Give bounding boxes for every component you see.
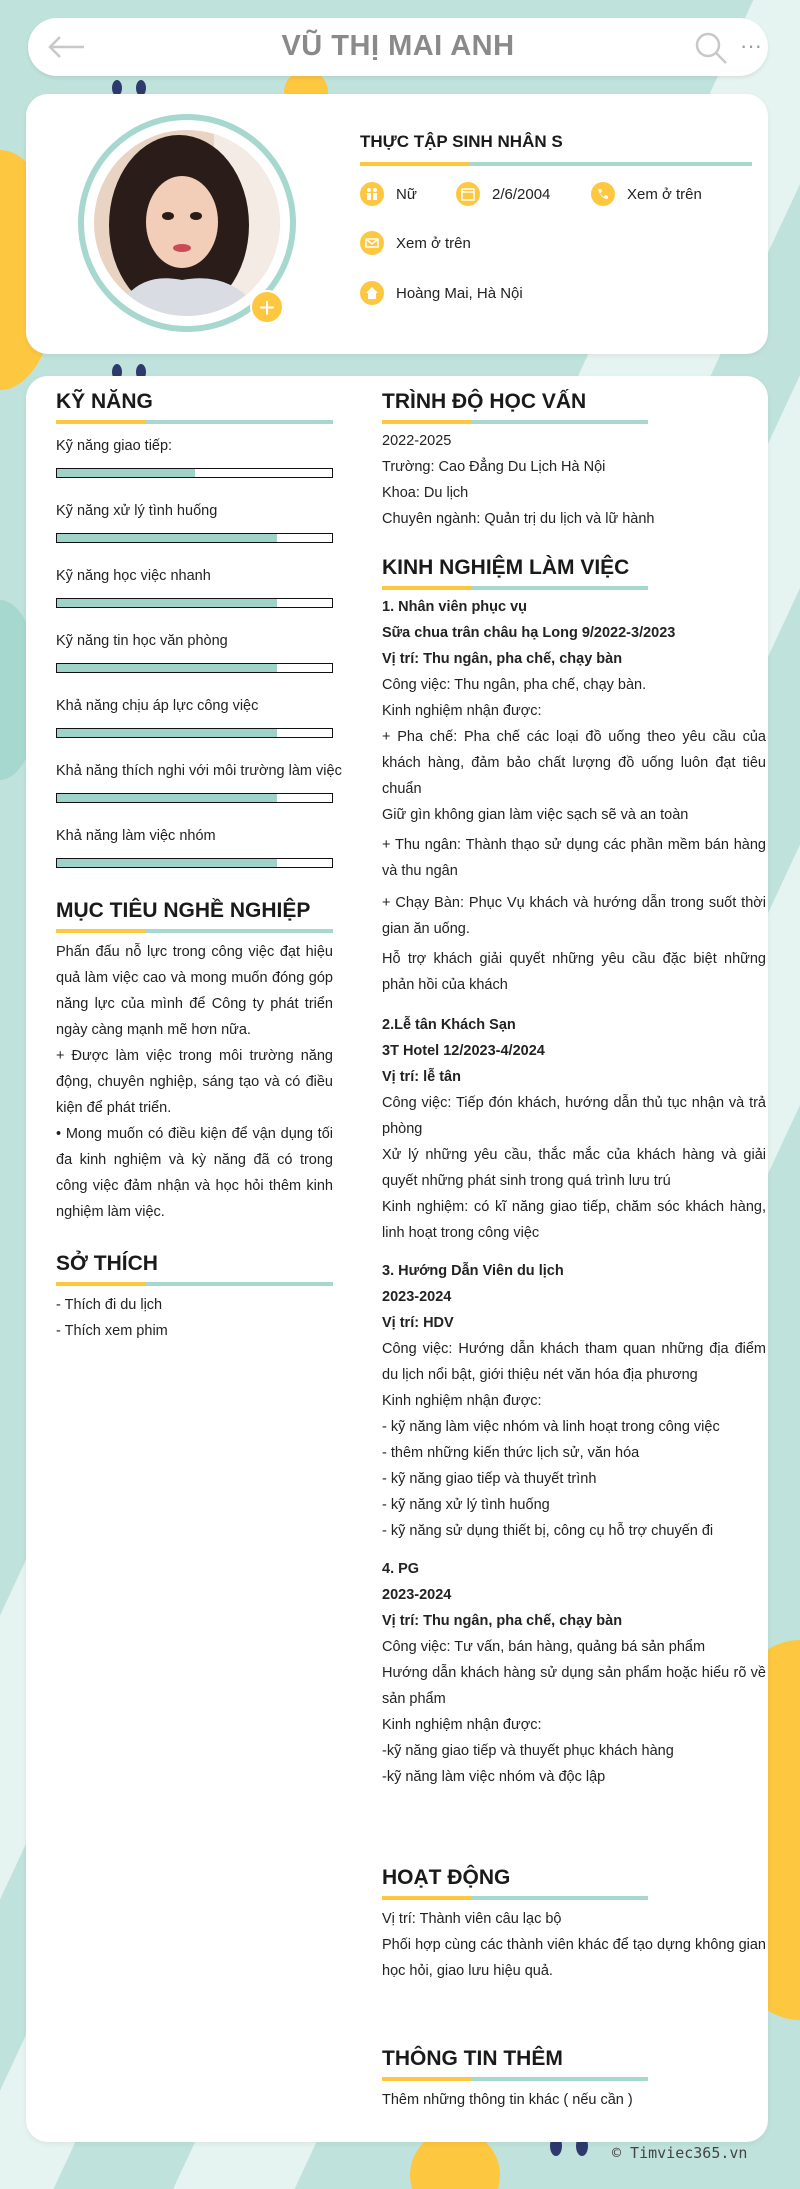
job3-line: - thêm những kiến thức lịch sử, văn hóa <box>382 1445 640 1461</box>
job3-line: - kỹ năng làm việc nhóm và linh hoạt trong công việc <box>382 1419 720 1435</box>
job3-line: - kỹ năng giao tiếp và thuyết trình <box>382 1471 597 1487</box>
skill-label: Khả năng thích nghi với môi trường làm việc <box>56 763 342 779</box>
more-info-line: Thêm những thông tin khác ( nếu cần ) <box>382 2092 633 2108</box>
activities-underline <box>382 1896 648 1900</box>
job2-position: Vị trí: lễ tân <box>382 1069 461 1085</box>
job3-line: - kỹ năng xử lý tình huống <box>382 1497 550 1513</box>
education-title: TRÌNH ĐỘ HỌC VẤN <box>382 390 587 413</box>
address-info <box>360 281 523 305</box>
job1-company: Sữa chua trân châu hạ Long 9/2022-3/2023 <box>382 625 676 641</box>
education-line: Trường: Cao Đẳng Du Lịch Hà Nội <box>382 459 606 475</box>
job1-line: Công việc: Thu ngân, pha chế, chạy bàn. <box>382 677 647 693</box>
skill-bar-fill <box>57 664 277 672</box>
skill-label: Khả năng chịu áp lực công việc <box>56 698 259 714</box>
skill-bar <box>56 858 333 868</box>
job2-company: 3T Hotel 12/2023-4/2024 <box>382 1043 545 1059</box>
job4-line: Kinh nghiệm nhận được: <box>382 1717 542 1733</box>
skill-bar <box>56 663 333 673</box>
hobby-item: - Thích đi du lịch <box>56 1297 163 1313</box>
skill-bar <box>56 598 333 608</box>
job2-line: Kinh nghiệm: có kĩ năng giao tiếp, chăm sóc khách hàng, linh hoạt trong công việc <box>382 1199 766 1241</box>
job2-line: Công việc: Tiếp đón khách, hướng dẫn thủ tục nhận và trả phòng <box>382 1095 766 1137</box>
skill-bar <box>56 793 333 803</box>
candidate-name: VŨ THỊ MAI ANH <box>281 30 515 62</box>
skill-bar-fill <box>57 729 277 737</box>
job1-line: Hỗ trợ khách giải quyết những yêu cầu đặc biệt những phản hồi của khách <box>382 951 766 993</box>
education-line: 2022-2025 <box>382 433 452 449</box>
job4-line: Công việc: Tư vấn, bán hàng, quảng bá sản phẩm <box>382 1639 706 1655</box>
job1-line: Kinh nghiệm nhận được: <box>382 703 542 719</box>
phone-icon <box>591 182 615 206</box>
cv-body <box>26 376 768 2142</box>
job1-line: + Pha chế: Pha chế các loại đồ uống theo yêu cầu của khách hàng, đảm bảo chất lượng đồ uống luôn đạt tiêu chuẩn <box>382 729 766 797</box>
experience-underline <box>382 586 648 590</box>
job1-position: Vị trí: Thu ngân, pha chế, chạy bàn <box>382 651 623 667</box>
skill-label: Kỹ năng học việc nhanh <box>56 568 211 584</box>
avatar <box>94 130 280 316</box>
skill-bar-fill <box>57 794 277 802</box>
hobbies-title: SỞ THÍCH <box>56 1252 158 1275</box>
title-underline <box>360 162 752 166</box>
job1-line: + Thu ngân: Thành thạo sử dụng các phần mềm bán hàng và thu ngân <box>382 837 766 879</box>
activities-line: Vị trí: Thành viên câu lạc bộ <box>382 1911 562 1927</box>
phone-info <box>591 182 702 206</box>
home-icon <box>360 281 384 305</box>
skill-bar <box>56 533 333 543</box>
job-title: THỰC TẬP SINH NHÂN S <box>360 132 563 151</box>
email-value: Xem ở trên <box>396 234 471 252</box>
job3-period: 2023-2024 <box>382 1289 452 1305</box>
job4-period: 2023-2024 <box>382 1587 452 1603</box>
objective-text-2: + Được làm việc trong môi trường năng động, chuyên nghiệp, sáng tạo và có điều kiện để phát triển. <box>56 1048 333 1116</box>
gender-info <box>360 182 417 206</box>
skill-label: Kỹ năng giao tiếp: <box>56 438 173 454</box>
skill-bar-fill <box>57 599 277 607</box>
job4-line: -kỹ năng giao tiếp và thuyết phục khách hàng <box>382 1743 674 1759</box>
email-info <box>360 231 471 255</box>
job2-line: Xử lý những yêu cầu, thắc mắc của khách hàng và giải quyết những phát sinh trong quá trình lưu trú <box>382 1147 766 1189</box>
gender-icon <box>360 182 384 206</box>
job3-line: - kỹ năng sử dụng thiết bị, công cụ hỗ trợ chuyến đi <box>382 1523 714 1539</box>
dob-value: 2/6/2004 <box>492 185 551 203</box>
job4-line: -kỹ năng làm việc nhóm và độc lập <box>382 1769 606 1785</box>
email-icon <box>360 231 384 255</box>
job2-title: 2.Lễ tân Khách Sạn <box>382 1017 516 1033</box>
skill-bar-fill <box>57 534 277 542</box>
objective-title: MỤC TIÊU NGHỀ NGHIỆP <box>56 899 311 922</box>
top-bar <box>28 18 768 76</box>
activities-line: Phối hợp cùng các thành viên khác để tạo dựng không gian học hỏi, giao lưu hiệu quả. <box>382 1937 766 1979</box>
job1-title: 1. Nhân viên phục vụ <box>382 599 528 615</box>
more-info-underline <box>382 2077 648 2081</box>
add-photo-button[interactable]: + <box>250 290 284 324</box>
skill-bar-fill <box>57 469 195 477</box>
objective-text-3: • Mong muốn có điều kiện để vận dụng tối đa kinh nghiệm và kỳ năng đã có trong công việc đảm nhận và học hỏi thêm kinh nghiệm làm việc. <box>56 1126 333 1220</box>
job3-line: Công việc: Hướng dẫn khách tham quan những địa điểm du lịch nổi bật, giới thiệu nét văn hóa địa phương <box>382 1341 766 1383</box>
skills-underline <box>56 420 333 424</box>
watermark: © Timviec365.vn <box>612 2144 748 2162</box>
job4-line: Hướng dẫn khách hàng sử dụng sản phẩm hoặc hiểu rõ về sản phẩm <box>382 1665 766 1707</box>
hobby-item: - Thích xem phim <box>56 1323 168 1339</box>
job4-title: 4. PG <box>382 1561 420 1577</box>
skill-bar <box>56 728 333 738</box>
skills-title: KỸ NĂNG <box>56 390 153 413</box>
job1-line: Giữ gìn không gian làm việc sạch sẽ và an toàn <box>382 807 689 823</box>
more-info-title: THÔNG TIN THÊM <box>382 2047 563 2070</box>
job3-title: 3. Hướng Dẫn Viên du lịch <box>382 1263 564 1279</box>
search-icon[interactable] <box>694 31 728 65</box>
job3-line: Kinh nghiệm nhận được: <box>382 1393 542 1409</box>
skill-label: Kỹ năng tin học văn phòng <box>56 633 228 649</box>
more-options-icon[interactable]: ··· <box>740 33 762 58</box>
activities-title: HOẠT ĐỘNG <box>382 1866 511 1889</box>
gender-value: Nữ <box>396 185 417 203</box>
education-line: Khoa: Du lịch <box>382 485 469 501</box>
objective-underline <box>56 929 333 933</box>
education-underline <box>382 420 648 424</box>
phone-value: Xem ở trên <box>627 185 702 203</box>
job3-position: Vị trí: HDV <box>382 1315 454 1331</box>
job1-line: + Chạy Bàn: Phục Vụ khách và hướng dẫn trong suốt thời gian ăn uống. <box>382 895 766 937</box>
skill-bar <box>56 468 333 478</box>
skill-label: Kỹ năng xử lý tình huống <box>56 503 218 519</box>
objective-text-1: Phấn đấu nỗ lực trong công việc đạt hiệu quả làm việc cao và mong muốn đóng góp năng lực của mình để Công ty phát triển ngày càng mạnh mẽ hơn nữa. <box>56 944 333 1038</box>
hobbies-underline <box>56 1282 333 1286</box>
education-line: Chuyên ngành: Quản trị du lịch và lữ hành <box>382 511 655 527</box>
dob-info <box>456 182 550 206</box>
profile-card <box>26 94 768 354</box>
experience-title: KINH NGHIỆM LÀM VIỆC <box>382 556 630 579</box>
skill-label: Khả năng làm việc nhóm <box>56 828 216 844</box>
calendar-icon <box>456 182 480 206</box>
job4-position: Vị trí: Thu ngân, pha chế, chạy bàn <box>382 1613 623 1629</box>
address-value: Hoàng Mai, Hà Nội <box>396 284 523 302</box>
skill-bar-fill <box>57 859 277 867</box>
